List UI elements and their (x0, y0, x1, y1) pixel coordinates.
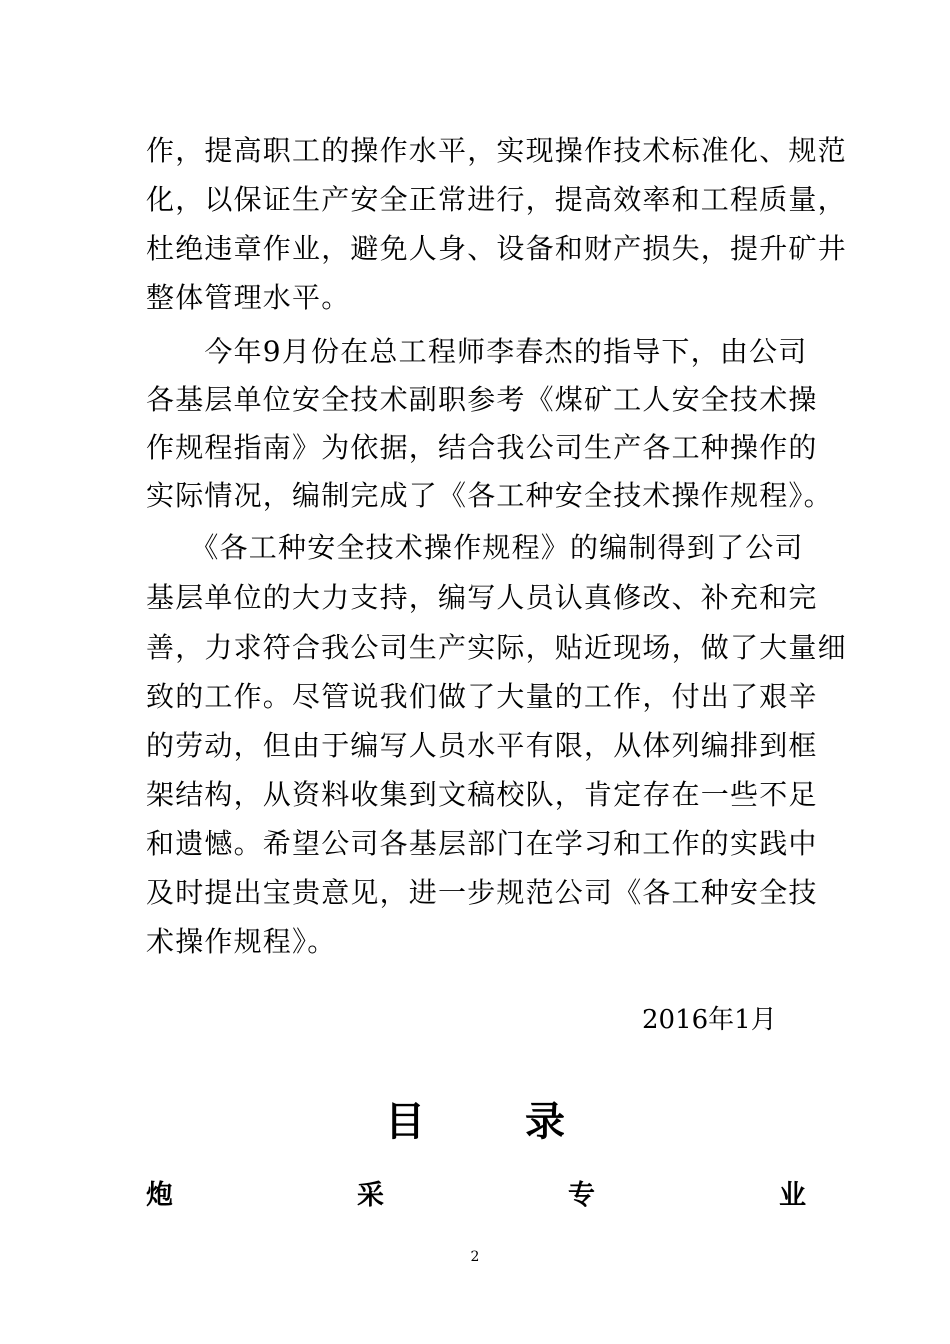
text-line: 实际情况，编制完成了《各工种安全技术操作规程》。 (146, 479, 833, 512)
section-heading (146, 1176, 806, 1216)
text-line: 各基层单位安全技术副职参考《煤矿工人安全技术操 (146, 383, 818, 416)
text-line: 和遗憾。希望公司各基层部门在学习和工作的实践中 (146, 827, 818, 860)
text-line: 作，提高职工的操作水平，实现操作技术标准化、规范 (146, 134, 847, 167)
text-line: 《各工种安全技术操作规程》的编制得到了公司 (146, 531, 804, 564)
date-line: 2016年1月 (642, 1005, 777, 1035)
text-line: 化，以保证生产安全正常进行，提高效率和工程质量， (146, 183, 847, 216)
text-line: 及时提出宝贵意见，进一步规范公司《各工种安全技 (146, 876, 818, 909)
section-heading-char: 业 (779, 1180, 806, 1211)
text-line: 整体管理水平。 (146, 281, 351, 314)
toc-title-char: 录 (525, 1099, 565, 1145)
text-line: 术操作规程》。 (146, 925, 337, 958)
toc-title-char: 目 (385, 1099, 425, 1145)
section-heading-char: 专 (568, 1180, 595, 1211)
page-number: 2 (470, 1249, 480, 1265)
section-heading-char: 采 (357, 1180, 384, 1211)
text-line: 的劳动，但由于编写人员水平有限，从体列编排到框 (146, 729, 818, 762)
text-line: 作规程指南》为依据，结合我公司生产各工种操作的 (146, 431, 818, 464)
text-line: 致的工作。尽管说我们做了大量的工作，付出了艰辛 (146, 680, 818, 713)
text-line: 基层单位的大力支持，编写人员认真修改、补充和完 (146, 581, 818, 614)
toc-title (0, 1098, 950, 1146)
text-line: 今年9月份在总工程师李春杰的指导下，由公司 (146, 335, 808, 368)
text-line: 杜绝违章作业，避免人身、设备和财产损失，提升矿井 (146, 232, 847, 265)
section-heading-char: 炮 (146, 1180, 173, 1211)
text-line: 善，力求符合我公司生产实际，贴近现场，做了大量细 (146, 631, 847, 664)
text-line: 架结构，从资料收集到文稿校队，肯定存在一些不足 (146, 778, 818, 811)
